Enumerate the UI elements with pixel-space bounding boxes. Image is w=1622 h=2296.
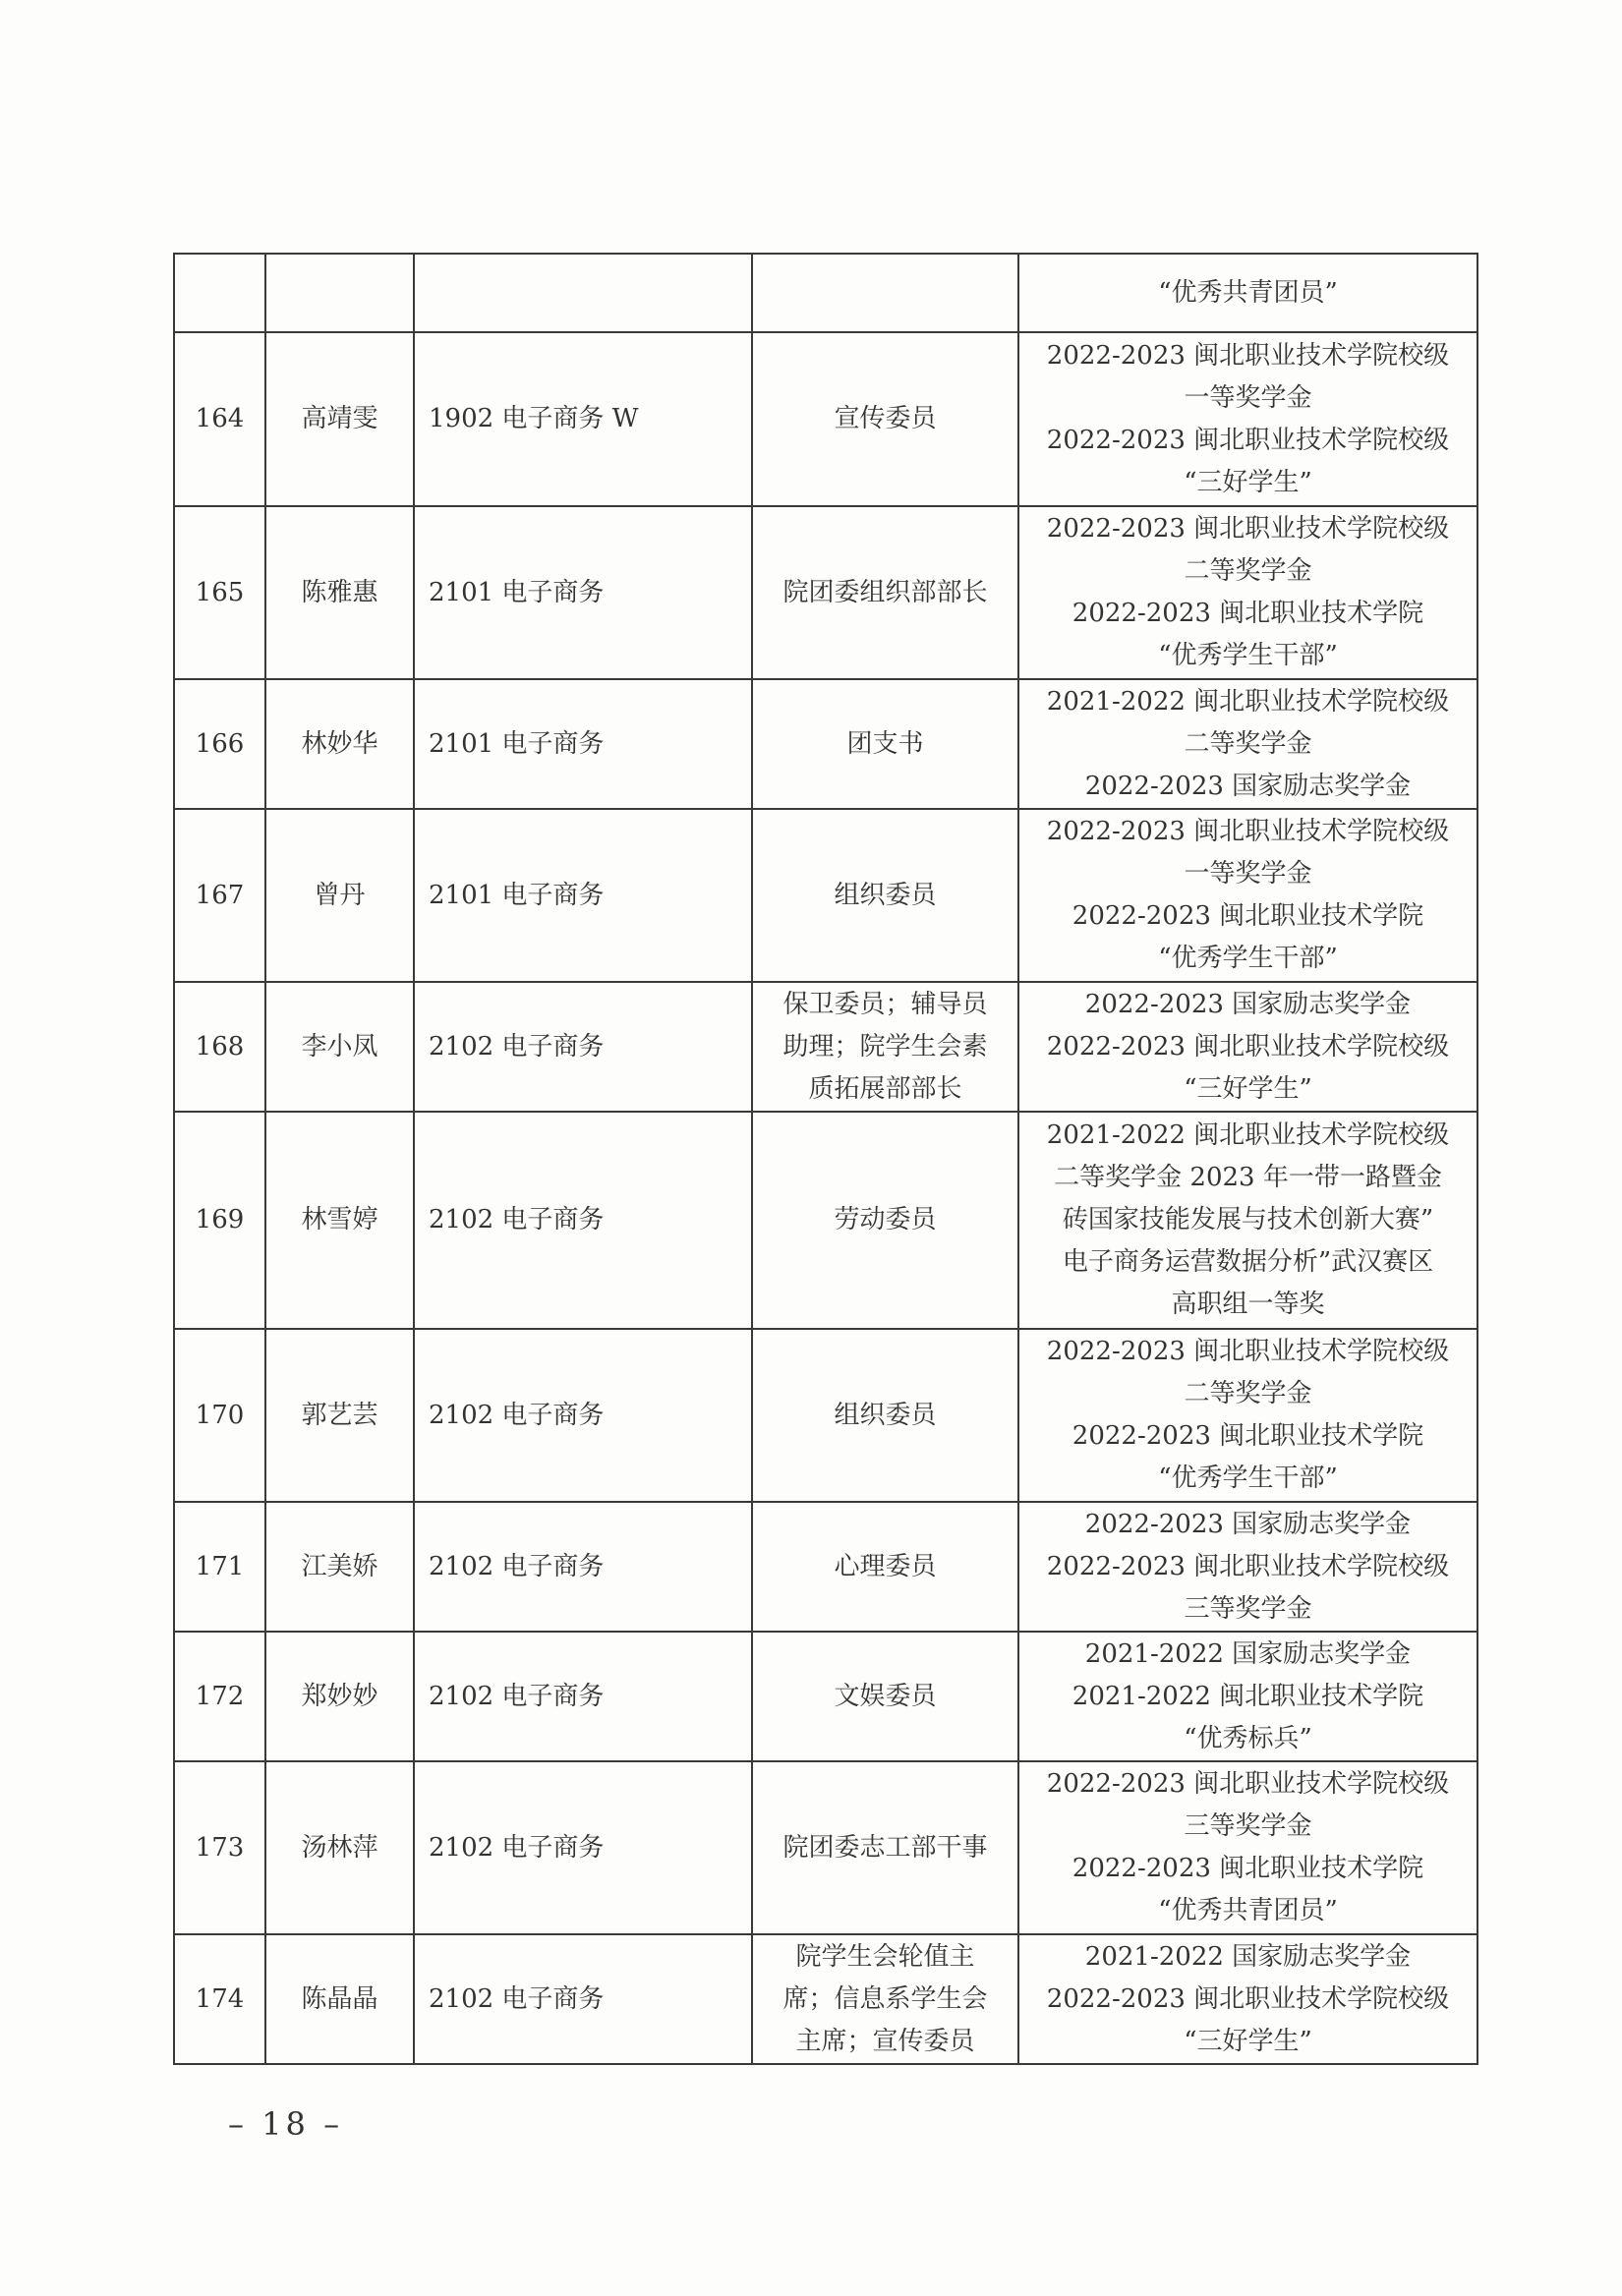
role-line: 团支书	[846, 728, 924, 759]
award-line: 2022-2023 闽北职业技术学院	[1072, 1854, 1424, 1883]
award-line: “三好学生”	[1184, 1073, 1312, 1104]
role-line: 质拓展部部长	[808, 1073, 962, 1104]
row-number: 169	[195, 1205, 245, 1234]
role-cell	[752, 1502, 1018, 1632]
award-line: 2021-2022 闽北职业技术学院校级	[1046, 686, 1450, 717]
award-line: “三好学生”	[1184, 467, 1312, 497]
award-line: 2021-2022 国家励志奖学金	[1084, 1941, 1412, 1972]
student-name-cell	[265, 1329, 414, 1502]
award-cell	[1018, 254, 1477, 332]
class-name-cell	[414, 809, 752, 982]
row-number-cell	[174, 1934, 265, 2064]
student-awards-table	[173, 253, 1478, 2065]
role-line: 席；信息系学生会	[782, 1983, 988, 2014]
student-name-cell	[265, 1112, 414, 1329]
student-name-cell	[265, 1761, 414, 1934]
class-name-cell	[414, 254, 752, 332]
award-line: “优秀标兵”	[1184, 1723, 1312, 1753]
award-line: 2022-2023 国家励志奖学金	[1084, 771, 1412, 801]
class-name: 2101 电子商务	[429, 728, 605, 759]
class-name-cell	[414, 1502, 752, 1632]
award-cell	[1018, 332, 1477, 506]
award-line: 2022-2023 闽北职业技术学院校级	[1046, 425, 1450, 455]
class-name-cell	[414, 1329, 752, 1502]
award-line: 2022-2023 闽北职业技术学院	[1072, 901, 1424, 931]
student-name: 陈雅惠	[301, 577, 378, 607]
row-number: 167	[195, 880, 245, 910]
role-cell	[752, 809, 1018, 982]
award-cell	[1018, 1761, 1477, 1934]
award-line: 二等奖学金	[1184, 1379, 1312, 1408]
award-line: 二等奖学金 2023 年一带一路暨金	[1054, 1163, 1442, 1192]
class-name-cell	[414, 679, 752, 809]
award-line: 高职组一等奖	[1171, 1290, 1325, 1319]
student-name: 郑妙妙	[301, 1681, 378, 1711]
row-number: 173	[195, 1832, 245, 1863]
award-cell	[1018, 1112, 1477, 1329]
award-line: 砖国家技能发展与技术创新大赛”	[1062, 1205, 1434, 1234]
row-number: 170	[195, 1400, 245, 1430]
role-line: 组织委员	[834, 880, 937, 910]
student-name: 林妙华	[301, 728, 378, 759]
role-cell	[752, 1934, 1018, 2064]
award-line: 2022-2023 闽北职业技术学院校级	[1046, 1769, 1450, 1799]
student-name-cell	[265, 254, 414, 332]
row-number: 165	[195, 577, 245, 607]
role-cell	[752, 332, 1018, 506]
award-line: 2022-2023 闽北职业技术学院校级	[1046, 1031, 1450, 1062]
row-number-cell	[174, 506, 265, 679]
table-row	[174, 1761, 1477, 1934]
role-line: 宣传委员	[834, 404, 937, 433]
award-line: “三好学生”	[1184, 2026, 1312, 2056]
row-number: 166	[195, 728, 245, 759]
student-name: 李小凤	[301, 1031, 378, 1062]
row-number-cell	[174, 809, 265, 982]
row-number: 171	[195, 1551, 245, 1581]
row-number: 168	[195, 1031, 245, 1062]
award-line: 二等奖学金	[1184, 556, 1312, 586]
award-line: 2022-2023 闽北职业技术学院校级	[1046, 1337, 1450, 1366]
role-cell	[752, 1761, 1018, 1934]
student-name-cell	[265, 506, 414, 679]
award-line: “优秀共青团员”	[1158, 277, 1338, 308]
student-name-cell	[265, 1934, 414, 2064]
row-number-cell	[174, 982, 265, 1112]
table-row	[174, 332, 1477, 506]
role-line: 劳动委员	[834, 1205, 937, 1234]
award-line: “优秀学生干部”	[1158, 641, 1338, 670]
award-cell	[1018, 679, 1477, 809]
award-cell	[1018, 1632, 1477, 1761]
role-line: 院团委组织部部长	[782, 577, 988, 607]
role-line: 院学生会轮值主	[795, 1941, 975, 1972]
class-name-cell	[414, 1934, 752, 2064]
award-line: 三等奖学金	[1184, 1593, 1312, 1624]
role-line: 院团委志工部干事	[782, 1832, 988, 1863]
student-name-cell	[265, 1502, 414, 1632]
student-name-cell	[265, 982, 414, 1112]
award-line: 2022-2023 闽北职业技术学院校级	[1046, 817, 1450, 846]
award-line: 2021-2022 闽北职业技术学院校级	[1046, 1120, 1450, 1150]
table-row	[174, 1112, 1477, 1329]
role-cell	[752, 1112, 1018, 1329]
row-number-cell	[174, 254, 265, 332]
award-cell	[1018, 1329, 1477, 1502]
table-row	[174, 1632, 1477, 1761]
table-row	[174, 679, 1477, 809]
student-name: 林雪婷	[301, 1205, 378, 1234]
role-line: 心理委员	[834, 1551, 937, 1581]
award-line: 2022-2023 闽北职业技术学院	[1072, 599, 1424, 628]
class-name: 1902 电子商务 W	[429, 404, 639, 433]
award-line: 2022-2023 闽北职业技术学院校级	[1046, 1551, 1450, 1581]
table-row	[174, 1934, 1477, 2064]
role-cell	[752, 1329, 1018, 1502]
table-row	[174, 1502, 1477, 1632]
row-number-cell	[174, 1632, 265, 1761]
class-name: 2102 电子商务	[429, 1400, 605, 1430]
award-cell	[1018, 1502, 1477, 1632]
award-line: 2022-2023 闽北职业技术学院	[1072, 1421, 1424, 1451]
award-line: 2022-2023 国家励志奖学金	[1084, 1509, 1412, 1539]
award-line: 二等奖学金	[1184, 728, 1312, 759]
class-name: 2102 电子商务	[429, 1205, 605, 1234]
role-line: 文娱委员	[834, 1681, 937, 1711]
student-name: 陈晶晶	[301, 1983, 378, 2014]
student-name: 曾丹	[314, 880, 366, 910]
role-cell	[752, 1632, 1018, 1761]
class-name: 2102 电子商务	[429, 1551, 605, 1581]
class-name-cell	[414, 332, 752, 506]
page-number: – 18 –	[228, 2105, 344, 2143]
table-row	[174, 809, 1477, 982]
student-name: 江美娇	[301, 1551, 378, 1581]
role-line: 保卫委员；辅导员	[782, 989, 988, 1019]
student-name-cell	[265, 809, 414, 982]
award-line: “优秀学生干部”	[1158, 1464, 1338, 1493]
student-name: 汤林萍	[301, 1832, 378, 1863]
class-name: 2101 电子商务	[429, 880, 605, 910]
award-line: “优秀共青团员”	[1158, 1896, 1338, 1925]
class-name: 2102 电子商务	[429, 1983, 605, 2014]
class-name-cell	[414, 1761, 752, 1934]
award-line: 2021-2022 闽北职业技术学院	[1072, 1681, 1424, 1711]
row-number: 174	[195, 1983, 245, 2014]
class-name-cell	[414, 1112, 752, 1329]
row-number: 172	[195, 1681, 245, 1711]
class-name: 2102 电子商务	[429, 1832, 605, 1863]
role-line: 助理；院学生会素	[782, 1031, 988, 1062]
row-number-cell	[174, 1329, 265, 1502]
award-line: 一等奖学金	[1184, 859, 1312, 889]
award-line: 2021-2022 国家励志奖学金	[1084, 1638, 1412, 1669]
class-name: 2102 电子商务	[429, 1031, 605, 1062]
student-name: 郭艺芸	[301, 1400, 378, 1430]
student-name-cell	[265, 1632, 414, 1761]
role-line: 组织委员	[834, 1400, 937, 1430]
student-name-cell	[265, 679, 414, 809]
class-name: 2102 电子商务	[429, 1681, 605, 1711]
award-cell	[1018, 506, 1477, 679]
row-number-cell	[174, 332, 265, 506]
row-number-cell	[174, 1502, 265, 1632]
role-line: 主席；宣传委员	[795, 2026, 975, 2056]
class-name-cell	[414, 506, 752, 679]
table-row	[174, 506, 1477, 679]
role-cell	[752, 679, 1018, 809]
row-number: 164	[195, 404, 245, 433]
award-line: “优秀学生干部”	[1158, 944, 1338, 973]
role-cell	[752, 982, 1018, 1112]
award-line: 2022-2023 国家励志奖学金	[1084, 989, 1412, 1019]
row-number-cell	[174, 679, 265, 809]
table-body	[174, 254, 1477, 2064]
award-line: 电子商务运营数据分析”武汉赛区	[1062, 1247, 1434, 1277]
award-cell	[1018, 982, 1477, 1112]
row-number-cell	[174, 1112, 265, 1329]
award-line: 2022-2023 闽北职业技术学院校级	[1046, 340, 1450, 371]
role-cell	[752, 254, 1018, 332]
award-line: 一等奖学金	[1184, 382, 1312, 413]
award-line: 2022-2023 闽北职业技术学院校级	[1046, 1983, 1450, 2014]
class-name: 2101 电子商务	[429, 577, 605, 607]
award-line: 三等奖学金	[1184, 1811, 1312, 1841]
table-row	[174, 982, 1477, 1112]
award-cell	[1018, 1934, 1477, 2064]
award-line: 2022-2023 闽北职业技术学院校级	[1046, 514, 1450, 544]
class-name-cell	[414, 1632, 752, 1761]
class-name-cell	[414, 982, 752, 1112]
student-name: 高靖雯	[301, 404, 378, 433]
row-number-cell	[174, 1761, 265, 1934]
role-cell	[752, 506, 1018, 679]
award-cell	[1018, 809, 1477, 982]
table-row	[174, 1329, 1477, 1502]
student-name-cell	[265, 332, 414, 506]
table-row	[174, 254, 1477, 332]
